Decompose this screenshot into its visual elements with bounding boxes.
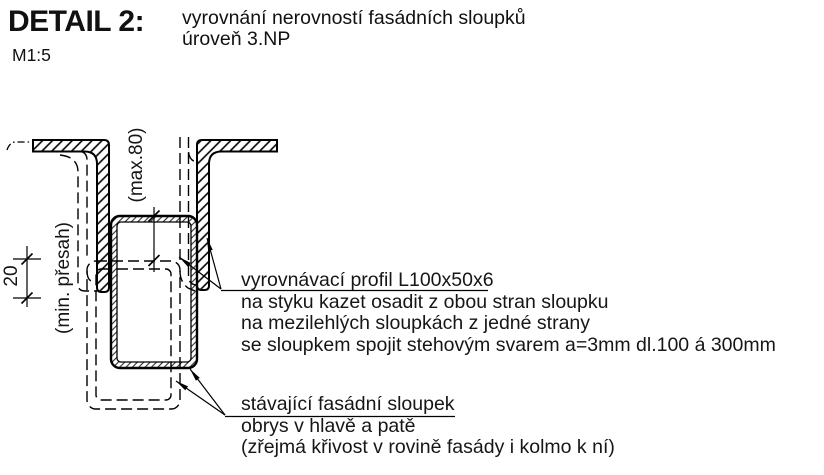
note-leveling-profile-line3: na mezilehlých sloupkách z jedné strany [241, 312, 591, 335]
note-leveling-profile-title: vyrovnávací profil L100x50x6 [241, 269, 494, 291]
note-existing-column-title: stávající fasádní sloupek [241, 393, 455, 415]
note-leveling-profile-line4: se sloupkem spojit stehovým svarem a=3mm dl.100 á 300mm [241, 334, 776, 357]
dimension-max80-label: (max.80) [126, 127, 147, 203]
break-line-icon [7, 142, 33, 150]
leader-arrow [176, 381, 225, 415]
leader-arrow [190, 369, 225, 415]
dimension-overlap-value: 20 [1, 265, 22, 287]
detail-description [182, 8, 526, 50]
dimension-overlap-label: (min. přesah) [53, 222, 74, 334]
note-leveling-profile [241, 270, 776, 357]
note-existing-column-line3: (zřejmá křivost v rovině fasády i kolmo k ní) [241, 436, 615, 459]
detail-description-line2: úroveň 3.NP [182, 28, 291, 50]
note-leveling-profile-line2: na styku kazet osadit z obou stran sloupku [241, 290, 609, 313]
note-existing-column [241, 394, 615, 459]
detail-description-line1: vyrovnání nerovností fasádních sloupků [182, 7, 526, 29]
detail-scale: M1:5 [12, 45, 51, 65]
right-angle-profile [197, 140, 277, 290]
detail-title: DETAIL 2: [8, 5, 145, 38]
note-existing-column-line2: obrys v hlavě a patě [241, 414, 416, 437]
right-angle-profile-shape [197, 140, 277, 290]
